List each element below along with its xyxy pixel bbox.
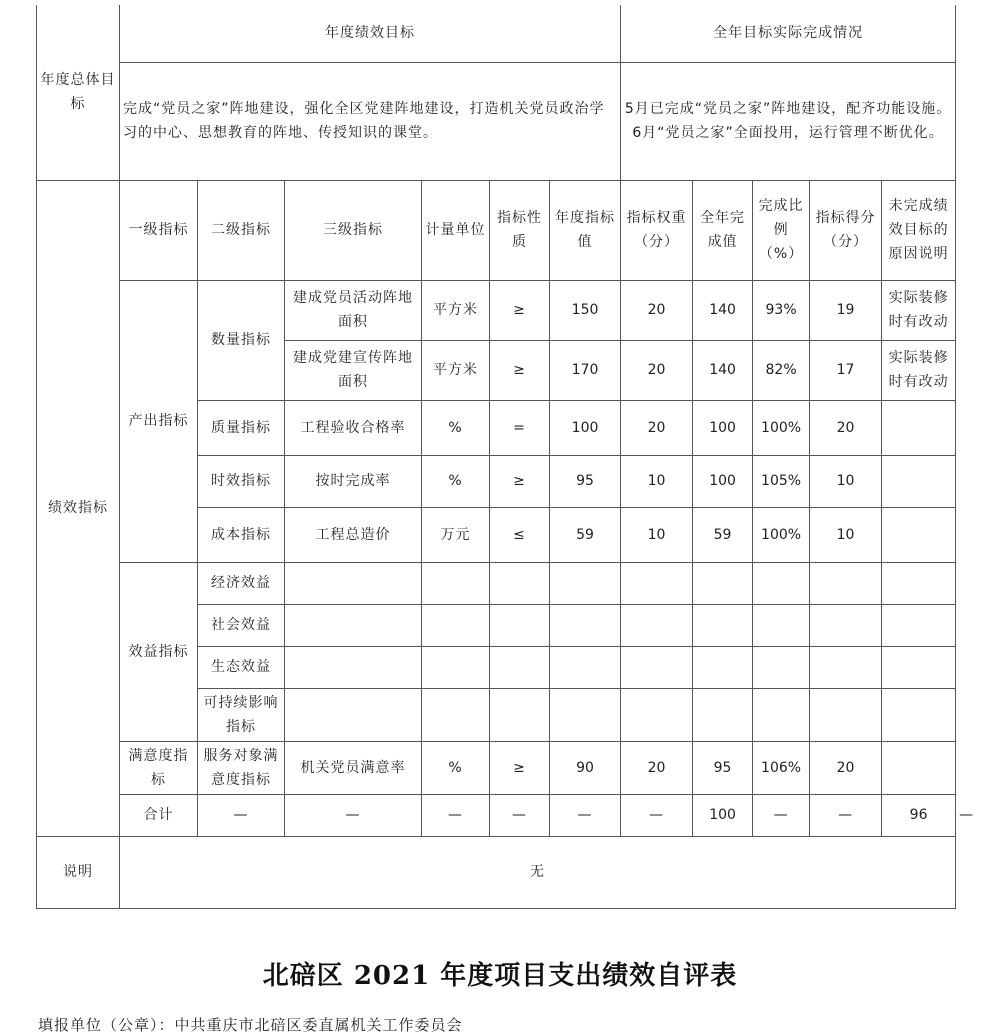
level2-label: 社会效益	[198, 604, 285, 646]
level2-label: 生态效益	[198, 646, 285, 688]
level3-label: 工程总造价	[285, 507, 422, 562]
nature-cell: ≥	[490, 455, 550, 507]
total-weight: 100	[693, 794, 753, 836]
level2-label: 数量指标	[198, 280, 285, 400]
group-label-output: 产出指标	[120, 280, 198, 562]
score-cell: 10	[810, 455, 882, 507]
target-cell: 90	[550, 741, 621, 794]
level3-label: 建成党建宣传阵地面积	[285, 340, 422, 400]
total-dash: —	[810, 794, 882, 836]
table-row	[37, 741, 956, 794]
total-row: 合计 — — — — — — 100 — — 96 —	[37, 794, 956, 836]
page-title: 北碚区 2021 年度项目支出绩效自评表	[262, 961, 738, 991]
total-dash: —	[550, 794, 621, 836]
ratio-cell: 105%	[753, 455, 810, 507]
column-header: 一级指标	[120, 180, 198, 280]
column-header: 指标得分（分）	[810, 180, 882, 280]
ratio-cell: 106%	[753, 741, 810, 794]
level3-label: 按时完成率	[285, 455, 422, 507]
reason-cell	[882, 507, 956, 562]
target-cell: 95	[550, 455, 621, 507]
nature-cell: =	[490, 400, 550, 455]
score-cell: 19	[810, 280, 882, 340]
target-cell: 150	[550, 280, 621, 340]
total-dash: —	[753, 794, 810, 836]
level2-label: 经济效益	[198, 562, 285, 604]
annual-result-header: 全年目标实际完成情况	[621, 5, 956, 62]
actual-cell: 140	[693, 340, 753, 400]
actual-cell: 140	[693, 280, 753, 340]
column-header: 年度指标值	[550, 180, 621, 280]
annual-result-text: 5月已完成“党员之家”阵地建设，配齐功能设施。6月“党员之家”全面投用，运行管理不断优化。	[621, 62, 956, 180]
note-label: 说明	[37, 836, 120, 908]
weight-cell: 20	[621, 741, 693, 794]
actual-cell: 100	[693, 400, 753, 455]
total-dash: —	[422, 794, 490, 836]
reason-cell	[882, 400, 956, 455]
total-score: 96	[882, 794, 956, 836]
nature-cell: ≥	[490, 280, 550, 340]
annual-goal-label: 年度总体目标	[37, 5, 120, 180]
weight-cell: 20	[621, 400, 693, 455]
actual-cell: 95	[693, 741, 753, 794]
unit-cell: %	[422, 741, 490, 794]
score-cell: 20	[810, 741, 882, 794]
level3-label: 工程验收合格率	[285, 400, 422, 455]
column-header: 指标权重（分）	[621, 180, 693, 280]
total-label: 合计	[120, 794, 198, 836]
level3-label: 建成党员活动阵地面积	[285, 280, 422, 340]
table-row	[37, 562, 956, 604]
performance-table	[36, 5, 975, 909]
group-label-satisfaction: 满意度指标	[120, 741, 198, 794]
unit-cell: 平方米	[422, 340, 490, 400]
column-header: 二级指标	[198, 180, 285, 280]
group-label-benefit: 效益指标	[120, 562, 198, 741]
annual-goal-text: 完成“党员之家”阵地建设，强化全区党建阵地建设，打造机关党员政治学习的中心、思想教育的阵地、传授知识的课堂。	[120, 62, 621, 180]
unit-cell: %	[422, 455, 490, 507]
nature-cell: ≤	[490, 507, 550, 562]
ratio-cell: 82%	[753, 340, 810, 400]
target-cell: 170	[550, 340, 621, 400]
target-cell: 59	[550, 507, 621, 562]
score-cell: 17	[810, 340, 882, 400]
ratio-cell: 100%	[753, 400, 810, 455]
reason-cell: 实际装修时有改动	[882, 280, 956, 340]
reason-cell	[882, 455, 956, 507]
score-cell: 20	[810, 400, 882, 455]
unit-cell: %	[422, 400, 490, 455]
level3-label: 机关党员满意率	[285, 741, 422, 794]
reason-cell	[882, 741, 956, 794]
column-header: 计量单位	[422, 180, 490, 280]
note-row	[37, 836, 956, 908]
weight-cell: 10	[621, 507, 693, 562]
total-dash: —	[285, 794, 422, 836]
note-value: 无	[120, 836, 956, 908]
reason-cell: 实际装修时有改动	[882, 340, 956, 400]
total-dash: —	[490, 794, 550, 836]
unit-cell: 平方米	[422, 280, 490, 340]
actual-cell: 100	[693, 455, 753, 507]
level2-label: 成本指标	[198, 507, 285, 562]
weight-cell: 20	[621, 280, 693, 340]
actual-cell: 59	[693, 507, 753, 562]
annual-goal-header: 年度绩效目标	[120, 5, 621, 62]
ratio-cell: 93%	[753, 280, 810, 340]
target-cell: 100	[550, 400, 621, 455]
level2-label: 可持续影响指标	[198, 688, 285, 741]
column-header: 完成比例（%）	[753, 180, 810, 280]
level2-label: 服务对象满意度指标	[198, 741, 285, 794]
column-header: 全年完成值	[693, 180, 753, 280]
column-header: 未完成绩效目标的原因说明	[882, 180, 956, 280]
weight-cell: 10	[621, 455, 693, 507]
unit-cell: 万元	[422, 507, 490, 562]
nature-cell: ≥	[490, 340, 550, 400]
nature-cell: ≥	[490, 741, 550, 794]
ratio-cell: 100%	[753, 507, 810, 562]
column-header: 三级指标	[285, 180, 422, 280]
indicator-section-label: 绩效指标	[37, 180, 120, 836]
indicator-header-row	[37, 180, 956, 280]
weight-cell: 20	[621, 340, 693, 400]
level2-label: 时效指标	[198, 455, 285, 507]
total-dash: —	[621, 794, 693, 836]
level2-label: 质量指标	[198, 400, 285, 455]
reporting-unit: 填报单位（公章）：中共重庆市北碚区委直属机关工作委员会	[38, 1016, 463, 1034]
table-row	[37, 280, 956, 340]
column-header: 指标性质	[490, 180, 550, 280]
score-cell: 10	[810, 507, 882, 562]
total-dash: —	[198, 794, 285, 836]
